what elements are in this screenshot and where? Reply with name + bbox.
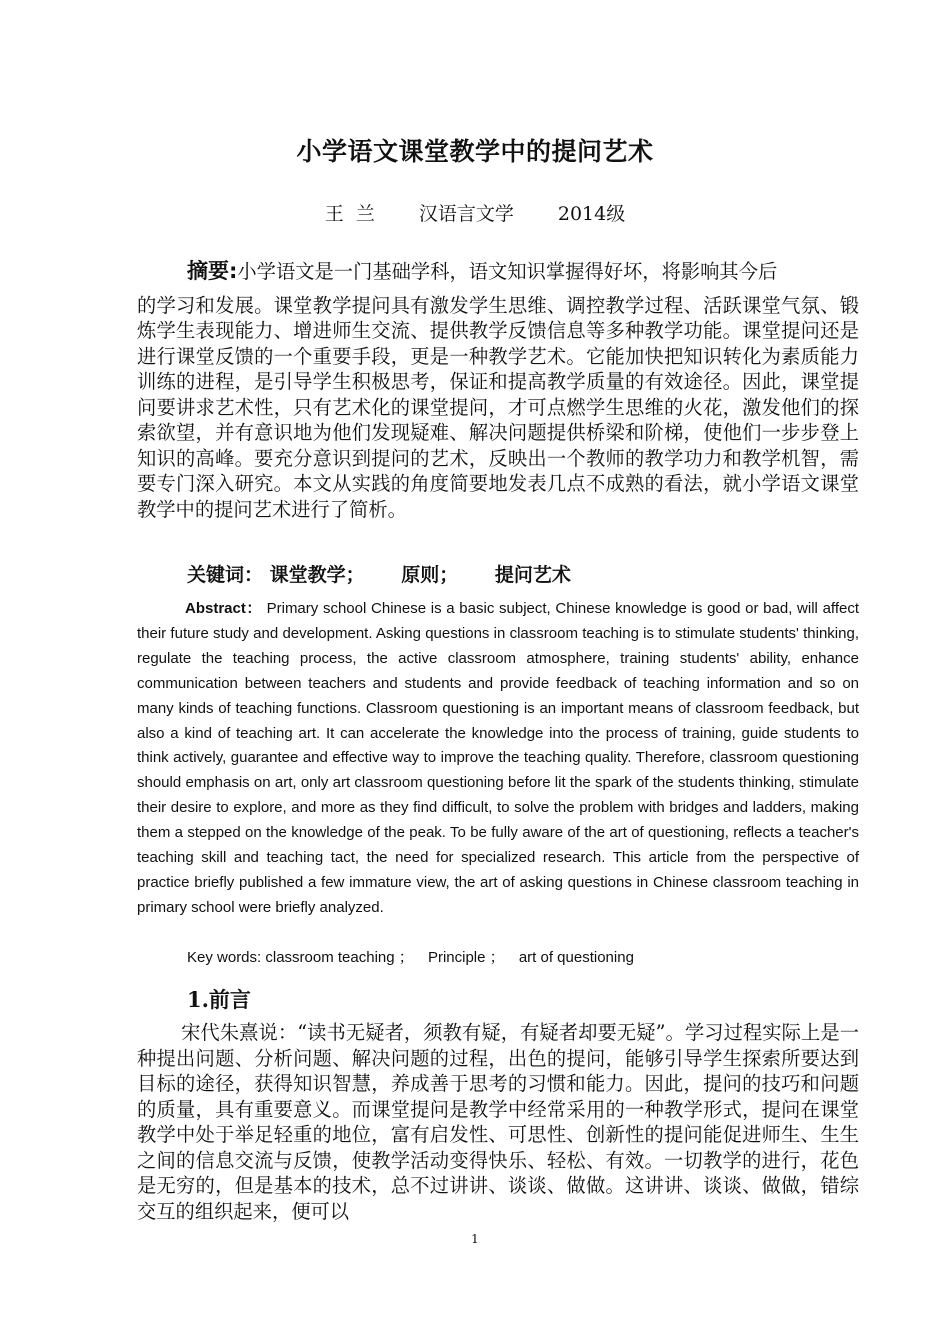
chinese-keywords-label: 关键词： (187, 564, 264, 586)
chinese-abstract-body: 的学习和发展。课堂教学提问具有激发学生思维、调控教学过程、活跃课堂气氛、锻炼学生表现能力、增进师生交流、提供教学反馈信息等多种教学功能。课堂提问还是进行课堂反馈的一个重要手段，更是一种教学艺术。它能加快把知识转化为素质能力训练的进程，是引导学生积极思考，保证和提高教学质量的有效途径。因此，课堂提问要讲求艺术性，只有艺术化的课堂提问，才可点燃学生思维的火花，激发他们的探索欲望，并有意识地为他们发现疑难、解决问题提供桥梁和阶梯，使他们一步步登上知识的高峰。要充分意识到提问的艺术，反映出一个教师的教学功力和教学机智，需要专门深入研究。本文从实践的角度简要地发表几点不成熟的看法，就小学语文课堂教学中的提问艺术进行了简析。 (137, 293, 859, 521)
chinese-keyword-item: 原则； (401, 564, 459, 586)
english-keyword-item: Principle ； (427, 949, 505, 966)
english-keywords-label: Key words: (187, 949, 262, 966)
english-keyword-item: classroom teaching ； (265, 949, 414, 966)
english-keywords (187, 946, 644, 967)
author-name: 王 兰 (324, 203, 375, 225)
english-keyword-item: art of questioning (518, 949, 634, 966)
section-heading-introduction: 1.前言 (187, 987, 251, 1012)
author-grade: 2014级 (557, 203, 626, 225)
author-major: 汉语言文学 (418, 203, 514, 225)
author-line (0, 199, 950, 226)
chinese-keyword-item: 提问艺术 (494, 564, 571, 586)
page-number: 1 (471, 1232, 479, 1246)
introduction-text: 宋代朱熹说：“读书无疑者，须教有疑，有疑者却要无疑”。学习过程实际上是一种提出问题、分析问题、解决问题的过程，出色的提问，能够引导学生探索所要达到目标的途径，获得知识智慧，养成善于思考的习惯和能力。因此，提问的技巧和问题的质量，具有重要意义。而课堂提问是教学中经常采用的一种教学形式，提问在课堂教学中处于举足轻重的地位，富有启发性、可思性、创新性的提问能促进师生、生生之间的信息交流与反馈，使教学活动变得快乐、轻松、有效。一切教学的进行，花色是无穷的，但是基本的技术，总不过讲讲、谈谈、做做。这讲讲、谈谈、做做，错综交互的组织起来，便可以 (137, 1021, 859, 1223)
chinese-abstract-label: 摘要: (187, 259, 238, 283)
introduction-paragraph (137, 1020, 859, 1224)
english-abstract (137, 597, 859, 921)
english-abstract-label: Abstract： (185, 600, 262, 617)
paper-title: 小学语文课堂教学中的提问艺术 (296, 137, 654, 166)
chinese-keywords (187, 560, 867, 587)
chinese-abstract-first-line: 小学语文是一门基础学科，语文知识掌握得好坏，将影响其今后 (237, 260, 778, 283)
english-abstract-body: Primary school Chinese is a basic subject, Chinese knowledge is good or bad, will affect their future study and development. Asking questions in classroom teaching is to stimulate students' thinking, regulate the teaching process, the active classroom atmosphere, training students' ability, enhance communication between teachers and students and provide feedback of teaching information and so on many kinds of teaching functions. Classroom questioning is an important means of classroom feedback, but also a kind of teaching art. It can accelerate the knowledge into the process of training, guide students to think actively, guarantee and effective way to improve the teaching quality. Therefore, classroom questioning should emphasis on art, only art classroom questioning before lit the spark of the students thinking, stimulate their desire to explore, and more as they find difficult, to solve the problem with bridges and ladders, making them a stepped on the knowledge of the peak. To be fully aware of the art of questioning, reflects a teacher's teaching skill and teaching tact, the need for specialized research. This article from the perspective of practice briefly published a few immature view, the art of asking questions in Chinese classroom teaching in primary school were briefly analyzed. (137, 600, 859, 916)
chinese-abstract (137, 259, 859, 522)
chinese-keyword-item: 课堂教学； (269, 564, 365, 586)
